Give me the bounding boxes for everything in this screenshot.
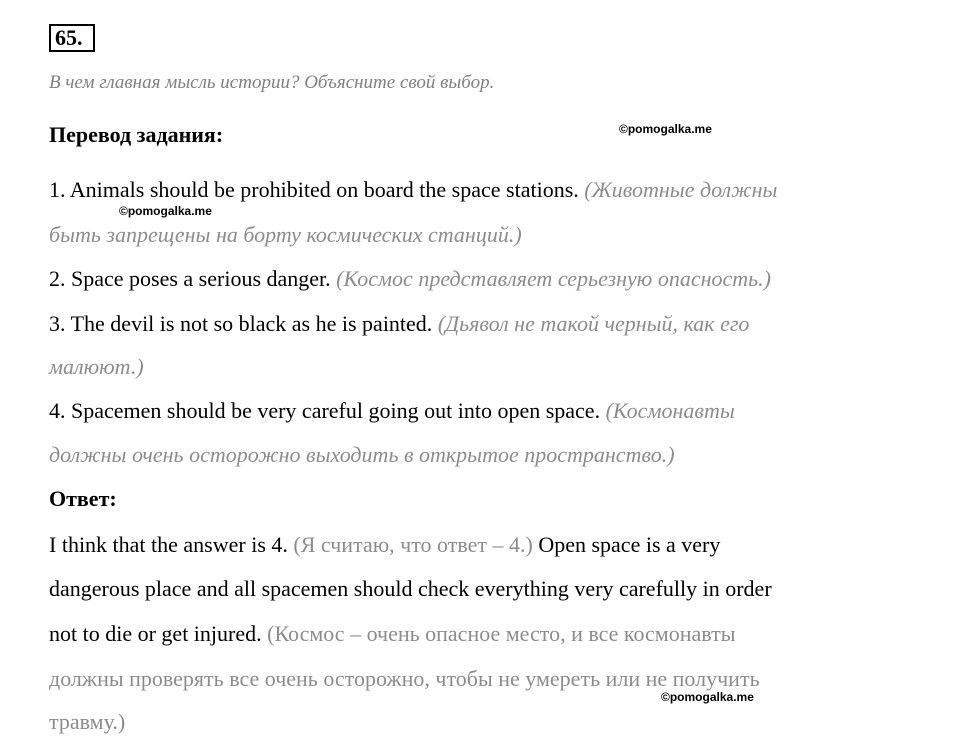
- exercise-number: 65.: [49, 24, 95, 52]
- answer-english-3: not to die or get injured.: [49, 621, 262, 646]
- item-3-russian-cont: малюют.): [49, 354, 144, 379]
- item-2-english: 2. Space poses a serious danger.: [49, 266, 331, 291]
- item-3-russian: (Дьявол не такой черный, как его: [437, 311, 750, 336]
- item-2-russian: (Космос представляет серьезную опасность.): [336, 266, 771, 291]
- answer-russian-3: (Космос – очень опасное место, и все космонавты: [267, 621, 736, 646]
- watermark-1: ©pomogalka.me: [619, 122, 712, 136]
- answer-russian-1: (Я считаю, что ответ – 4.): [293, 532, 533, 557]
- answer-english-2: Open space is a very: [538, 532, 721, 557]
- watermark-2: ©pomogalka.me: [119, 204, 212, 218]
- answer-line-5: травму.): [49, 709, 126, 734]
- answer-english-1: I think that the answer is 4.: [49, 532, 288, 557]
- answer-line-3: [49, 621, 735, 647]
- item-2-line: [49, 266, 771, 292]
- item-4-russian-cont: должны очень осторожно выходить в открытое пространство.): [49, 442, 675, 467]
- task-text: В чем главная мысль истории? Объясните свой выбор.: [49, 72, 495, 93]
- translation-heading: Перевод задания:: [49, 122, 224, 147]
- item-3-line-1: [49, 311, 749, 337]
- item-1-russian: (Животные должны: [584, 177, 778, 202]
- answer-line-2: dangerous place and all spacemen should check everything very carefully in order: [49, 576, 772, 601]
- item-1-russian-cont: быть запрещены на борту космических станций.): [49, 222, 522, 247]
- answer-heading: Ответ:: [49, 486, 117, 511]
- answer-line-4: должны проверять все очень осторожно, чтобы не умереть или не получить: [49, 666, 760, 691]
- answer-line-1: [49, 532, 720, 558]
- item-1-english: 1. Animals should be prohibited on board the space stations.: [49, 177, 579, 202]
- item-1-line-1: [49, 177, 777, 203]
- item-3-english: 3. The devil is not so black as he is painted.: [49, 311, 433, 336]
- watermark-3: ©pomogalka.me: [661, 690, 754, 704]
- item-4-english: 4. Spacemen should be very careful going out into open space.: [49, 398, 601, 423]
- item-4-line-1: [49, 398, 735, 424]
- item-4-russian: (Космонавты: [605, 398, 735, 423]
